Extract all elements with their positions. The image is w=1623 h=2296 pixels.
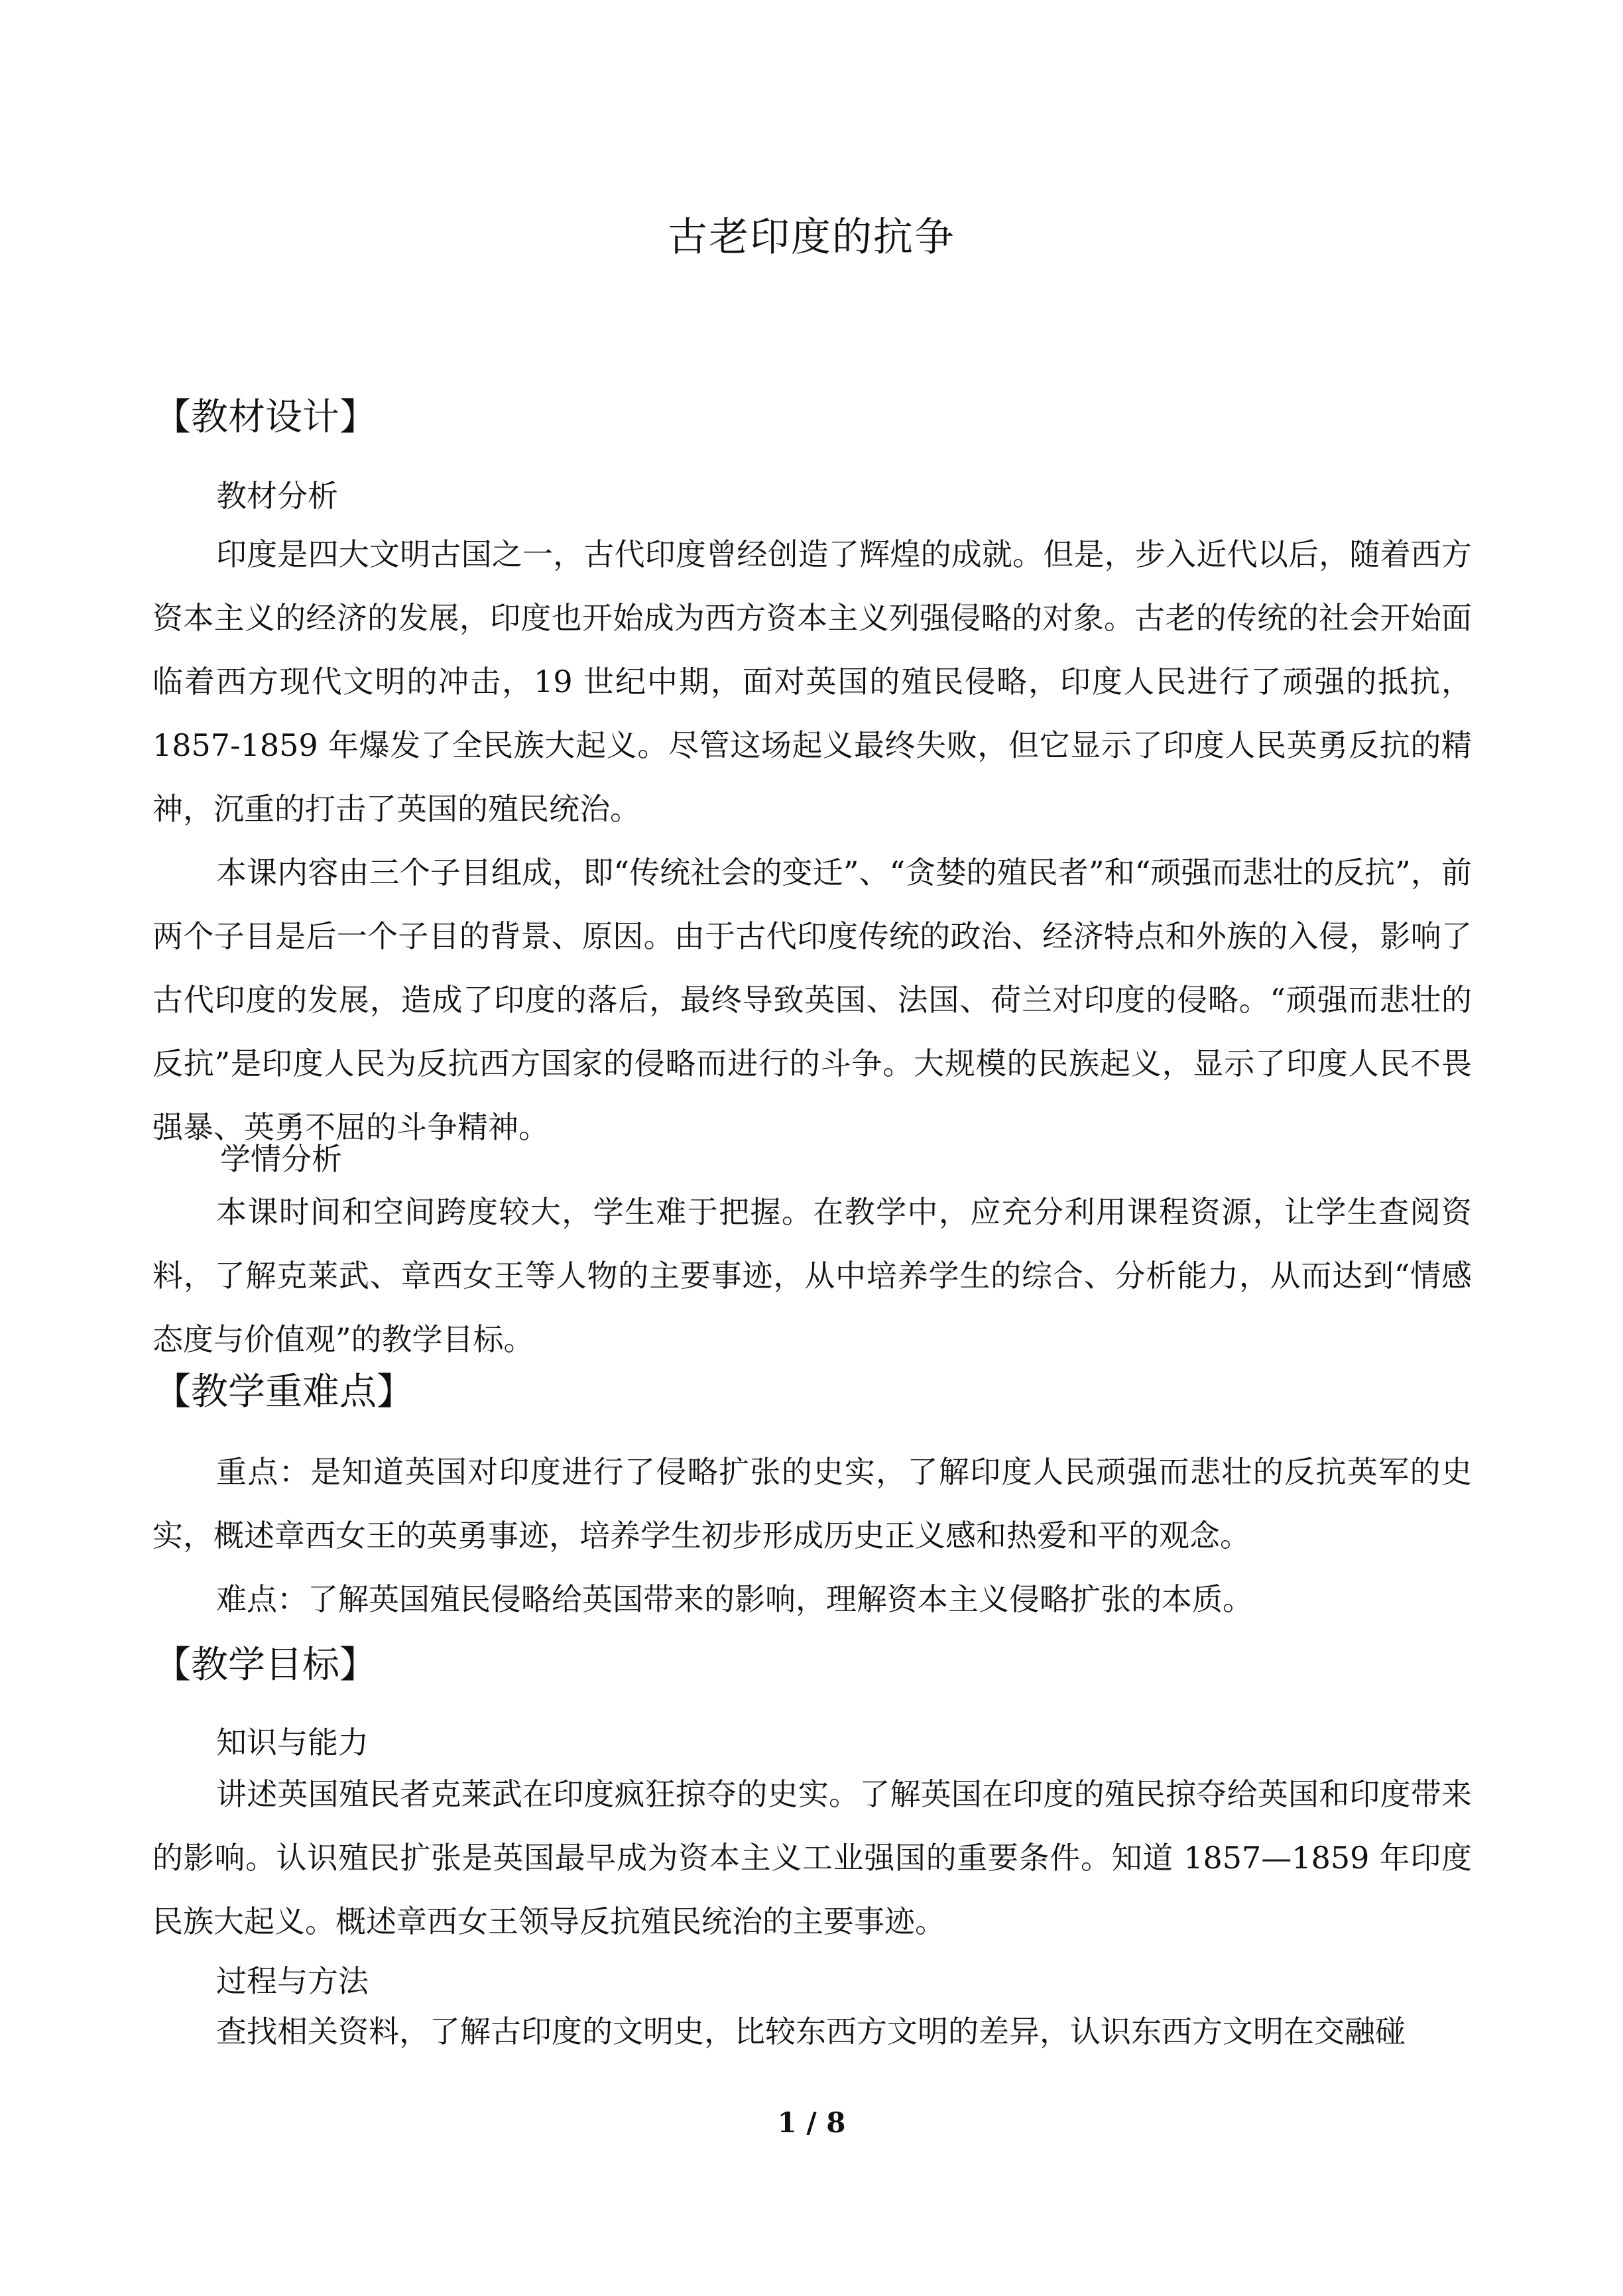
subheading-textbook-analysis: 教材分析 [216, 478, 338, 514]
subheading-student-analysis: 学情分析 [220, 1141, 342, 1177]
subheading-knowledge-ability: 知识与能力 [216, 1724, 369, 1760]
page-number: 1 / 8 [777, 2106, 846, 2139]
paragraph-textbook-analysis-2: 本课内容由三个子目组成，即“传统社会的变迁”、“贪婪的殖民者”和“顽强而悲壮的反抗”，前两个子目是后一个子目的背景、原因。由于古代印度传统的政治、经济特点和外族的入侵，影响了古代印度的发展，造成了印度的落后，最终导致英国、法国、荷兰对印度的侵略。“顽强而悲壮的反抗”是印度人民为反抗西方国家的侵略而进行的斗争。大规模的民族起义，显示了印度人民不畏强暴、英勇不屈的斗争精神。 [152, 855, 1472, 1145]
section-heading-key-difficulties: 【教学重难点】 [154, 1370, 414, 1414]
paragraph-process-method: 查找相关资料，了解古印度的文明史，比较东西方文明的差异，认识东西方文明在交融碰 [216, 2014, 1406, 2049]
paragraph-key-points: 重点：是知道英国对印度进行了侵略扩张的史实，了解印度人民顽强而悲壮的反抗英军的史实，概述章西女王的英勇事迹，培养学生初步形成历史正义感和热爱和平的观念。 [152, 1454, 1472, 1553]
section-heading-textbook-design: 【教材设计】 [154, 396, 377, 439]
page-title: 古老印度的抗争 [668, 214, 955, 261]
paragraph-knowledge-ability: 讲述英国殖民者克莱武在印度疯狂掠夺的史实。了解英国在印度的殖民掠夺给英国和印度带来的影响。认识殖民扩张是英国最早成为资本主义工业强国的重要条件。知道 1857—1859 年印度民族大起义。概述章西女王领导反抗殖民统治的主要事迹。 [152, 1776, 1472, 1939]
paragraph-difficulties: 难点：了解英国殖民侵略给英国带来的影响，理解资本主义侵略扩张的本质。 [216, 1581, 1253, 1617]
paragraph-textbook-analysis-1: 印度是四大文明古国之一，古代印度曾经创造了辉煌的成就。但是，步入近代以后，随着西方资本主义的经济的发展，印度也开始成为西方资本主义列强侵略的对象。古老的传统的社会开始面临着西方现代文明的冲击，19 世纪中期，面对英国的殖民侵略，印度人民进行了顽强的抵抗，1857-1859 年爆发了全民族大起义。尽管这场起义最终失败，但它显示了印度人民英勇反抗的精神，沉重的打击了英国的殖民统治。 [152, 536, 1472, 827]
paragraph-student-analysis: 本课时间和空间跨度较大，学生难于把握。在教学中，应充分利用课程资源，让学生查阅资料，了解克莱武、章西女王等人物的主要事迹，从中培养学生的综合、分析能力，从而达到“情感态度与价值观”的教学目标。 [152, 1194, 1472, 1357]
subheading-process-method: 过程与方法 [216, 1963, 369, 1999]
section-heading-teaching-goals: 【教学目标】 [154, 1644, 377, 1687]
